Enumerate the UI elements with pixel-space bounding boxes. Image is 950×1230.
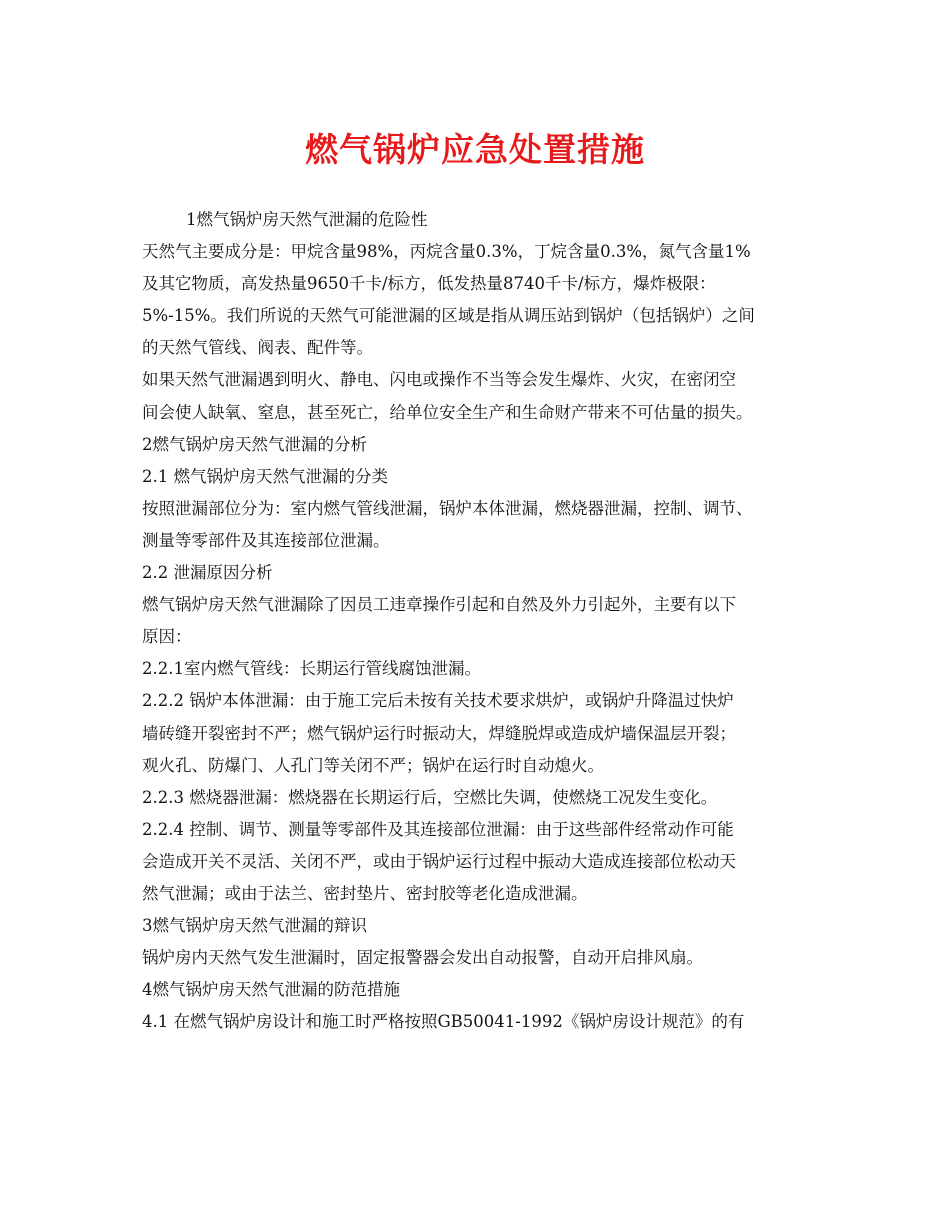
paragraph-line: 间会使人缺氧、窒息，甚至死亡，给单位安全生产和生命财产带来不可估量的损失。 (142, 402, 753, 422)
paragraph-line: 会造成开关不灵活、关闭不严，或由于锅炉运行过程中振动大造成连接部位松动天 (142, 851, 736, 871)
paragraph-line: 5%-15%。我们所说的天然气可能泄漏的区域是指从调压站到锅炉（包括锅炉）之间 (142, 306, 755, 326)
subsection-heading: 2.1 燃气锅炉房天然气泄漏的分类 (142, 466, 388, 486)
paragraph-line: 按照泄漏部位分为：室内燃气管线泄漏，锅炉本体泄漏，燃烧器泄漏，控制、调节、 (142, 498, 753, 518)
document-title: 燃气锅炉应急处置措施 (305, 130, 645, 169)
paragraph-line: 的天然气管线、阀表、配件等。 (142, 338, 373, 358)
section-heading: 1燃气锅炉房天然气泄漏的危险性 (186, 210, 428, 229)
paragraph-line: 墙砖缝开裂密封不严；燃气锅炉运行时振动大，焊缝脱焊或造成炉墙保温层开裂； (142, 723, 736, 743)
paragraph-line: 2.2.1室内燃气管线：长期运行管线腐蚀泄漏。 (142, 659, 481, 679)
paragraph-line: 2.2.3 燃烧器泄漏：燃烧器在长期运行后，空燃比失调，使燃烧工况发生变化。 (142, 787, 718, 807)
paragraph-line: 然气泄漏；或由于法兰、密封垫片、密封胶等老化造成泄漏。 (142, 883, 588, 903)
paragraph-line: 2.2.2 锅炉本体泄漏：由于施工完后未按有关技术要求烘炉，或锅炉升降温过快炉 (142, 691, 734, 711)
paragraph-line: 观火孔、防爆门、人孔门等关闭不严；锅炉在运行时自动熄火。 (142, 755, 604, 775)
paragraph-line: 天然气主要成分是：甲烷含量98%，丙烷含量0.3%，丁烷含量0.3%，氮气含量1% (142, 242, 751, 262)
paragraph-line: 4.1 在燃气锅炉房设计和施工时严格按照GB50041-1992《锅炉房设计规范》的有 (142, 1012, 745, 1032)
section-heading: 3燃气锅炉房天然气泄漏的辩识 (142, 916, 367, 936)
paragraph-line: 及其它物质，高发热量9650千卡/标方，低发热量8740千卡/标方，爆炸极限： (142, 274, 716, 294)
paragraph-line: 2.2.4 控制、调节、测量等零部件及其连接部位泄漏：由于这些部件经常动作可能 (142, 819, 734, 839)
subsection-heading: 2.2 泄漏原因分析 (142, 563, 273, 583)
paragraph-line: 原因： (142, 627, 192, 647)
paragraph-line: 燃气锅炉房天然气泄漏除了因员工违章操作引起和自然及外力引起外，主要有以下 (142, 595, 736, 615)
paragraph-line: 锅炉房内天然气发生泄漏时，固定报警器会发出自动报警，自动开启排风扇。 (142, 948, 703, 968)
section-heading: 4燃气锅炉房天然气泄漏的防范措施 (142, 980, 400, 1000)
paragraph-line: 测量等零部件及其连接部位泄漏。 (142, 530, 390, 550)
paragraph-line: 如果天然气泄漏遇到明火、静电、闪电或操作不当等会发生爆炸、火灾，在密闭空 (142, 370, 736, 390)
section-heading: 2燃气锅炉房天然气泄漏的分析 (142, 434, 367, 454)
document-body (142, 204, 842, 1038)
